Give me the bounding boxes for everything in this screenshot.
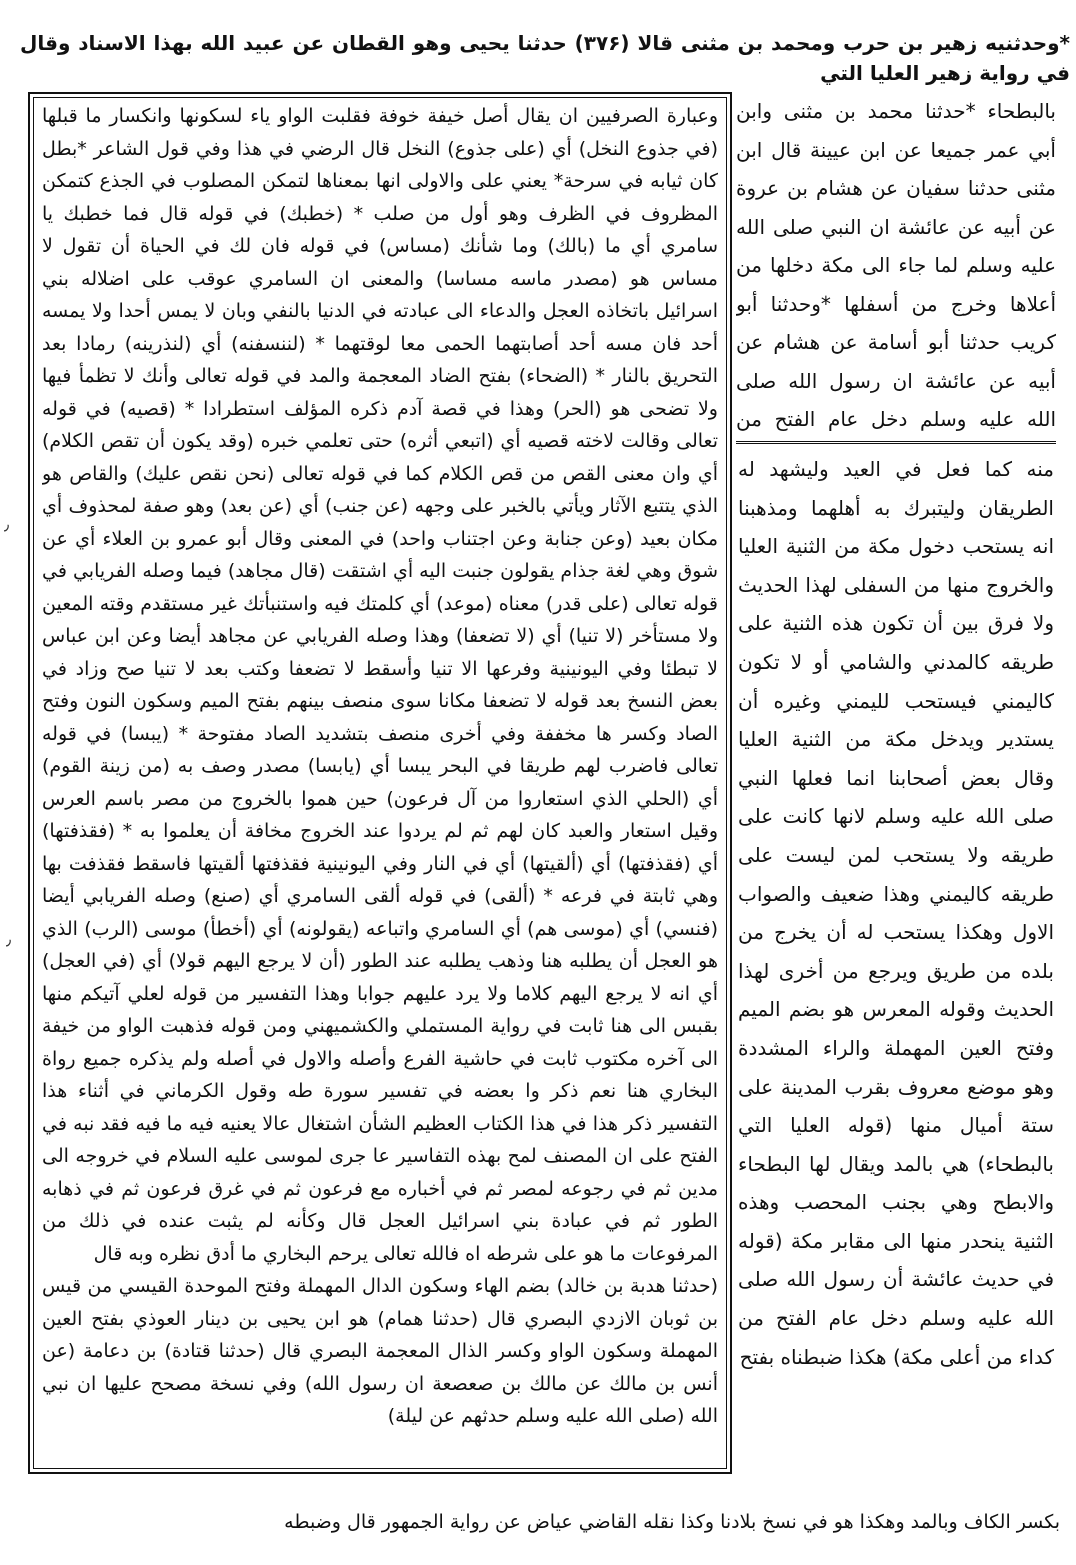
header-line-a: *وحدثنيه زهير بن حرب ومحمد بن مثنى قالا (637, 31, 1071, 55)
commentary-paragraph: (حدثنا هدبة بن خالد) بضم الهاء وسكون الدال المهملة وفتح الموحدة القيسي من قيس بن ثوبان الازدي البصري قال (حدثنا همام) هو ابن يحيى بن دينار العوذي بفتح العين المهملة وسكون الواو وكسر الذال المعجمة البصري قال (حدثنا قتادة) بن دعامة (عن أنس بن مالك عن مالك بن صعصعة ان رسول الله) وفي نسخة مصحح عليها ان نبي الله (صلى الله عليه وسلم حدثهم عن ليلة) (42, 1275, 718, 1427)
margin-mark: ٫ (6, 930, 12, 949)
margin-mark: ٫ (4, 515, 10, 534)
page-header (20, 28, 1070, 92)
page-number: (۳۷۶) (574, 31, 630, 55)
commentary-text (42, 100, 718, 1470)
hadith-text-column: بالبطحاء *حدثنا محمد بن مثنى وابن أبي عمر جميعا عن ابن عيينة قال ابن مثنى حدثنا سفيان عن هشام بن عروة عن أبيه عن عائشة ان النبي صلى الله عليه وسلم لما جاء الى مكة دخلها من أعلاها وخرج من أسفلها *وحدثنا أبو كريب حدثنا أبو أسامة عن هشام عن أبيه عن عائشة ان رسول الله صلى الله عليه وسلم دخل عام الفتح من (736, 99, 1056, 431)
header-line-b: حدثنا يحيى وهو القطان عن عبيد الله بهذا الاسناد وقال في رواية زهير العليا التي (20, 31, 1070, 85)
nawawi-commentary-column: منه كما فعل في العيد وليشهد له الطريقان وليتبرك به أهلهما ومذهبنا انه يستحب دخول مكة من الثنية العليا والخروج منها من السفلى لهذا الحديث ولا فرق بين أن تكون هذه الثنية على طريقه كالمدني والشامي أو لا تكون كاليمني فيستحب لليمني وغيره أن يستدير ويدخل مكة من الثنية العليا وقال بعض أصحابنا انما فعلها النبي صلى الله عليه وسلم لانها كانت على طريقه ولا يستحب لمن ليست على طريقه كاليمني وهذا ضعيف والصواب الاول وهكذا يستحب له أن يخرج من بلده من طريق ويرجع من أخرى لهذا الحديث وقوله المعرس هو بضم الميم وفتح العين المهملة والراء المشددة وهو موضع معروف بقرب المدينة على ستة أميال منها (قوله العليا التي بالبطحاء) هي بالمد ويقال لها البطحاء والابطح وهي بجنب المحصب وهذه الثنية ينحدر منها الى مقابر مكة (قوله في حديث عائشة أن رسول الله صلى الله عليه وسلم دخل عام الفتح من كداء من أعلى مكة) هكذا ضبطناه بفتح (738, 457, 1054, 1369)
column-divider (736, 441, 1056, 444)
page-footer: بكسر الكاف وبالمد وهكذا هو في نسخ بلادنا وكذا نقله القاضي عياض عن رواية الجمهور قال وضبطه (284, 1511, 1060, 1533)
commentary-paragraph: وعبارة الصرفيين ان يقال أصل خيفة خوفة فقلبت الواو ياء لسكونها وانكسار ما قبلها (في جذوع النخل) أي (على جذوع) النخل قال الرضي في هذا وفي قول الشاعر *بطل كان ثيابه في سرحة* يعني على والاولى انها بمعناها لتمكن المصلوب في الجذع كتمكن المظروف في الظرف وهو أول من صلب * (خطبك) في قوله قال فما خطبك يا سامري أي ما (بالك) وما شأنك (مساس) في قوله فان لك في الحياة أن تقول لا مساس هو (مصدر ماسه مساسا) والمعنى ان السامري عوقب على اضلاله بني اسرائيل باتخاذه العجل والدعاء الى عبادته في الدنيا بالنفي وبان لا يمس أحدا ولا يمسه أحد فان مسه أحد أصابتهما الحمى معا لوقتهما * (لننسفنه) أي (لنذرينه) رمادا بعد التحريق بالنار * (الضحاء) بفتح الضاد المعجمة والمد في قوله تعالى وأنك لا تظمأ فيها ولا تضحى هو (الحر) وهذا في قصة آدم ذكره المؤلف استطرادا * (قصيه) في قوله تعالى وقالت لاخته قصيه أي (اتبعي أثره) حتى تعلمي خبره (وقد يكون أن تقص الكلام) أي وان معنى القص من قص الكلام كما في قوله تعالى (نحن نقص عليك) والقاص هو الذي يتتبع الآثار ويأتي بالخبر على وجهه (عن جنب) أي (عن بعد) وهو صفة لمحذوف أي مكان بعيد (وعن جنابة وعن اجتناب واحد) في المعنى وقال أبو عمرو بن العلاء أي عن شوق وهي لغة جذام يقولون جنبت اليه أي اشتقت (قال مجاهد) فيما وصله الفريابي في قوله تعالى (على قدر) معناه (موعد) أي كلمتك فيه واستنبأتك غير مستقدم وقته المعين ولا مستأخر (لا تنيا) أي (لا تضعفا) وهذا وصله الفريابي عن مجاهد أيضا وعن ابن عباس لا تبطئا وفي اليونينية وفرعها الا تنيا وأسقط لا تضعفا وكتب بعد لا تنيا صح وزاد في بعض النسخ بعد قوله لا تضعفا مكانا سوى منصف بينهم بفتح الميم وسكون النون وفتح الصاد وكسر ها مخففة وفي أخرى منصف بتشديد الصاد مفتوحة * (يبسا) في قوله تعالى فاضرب لهم طريقا في البحر يبسا أي (يابسا) مصدر وصف به (من زينة القوم) أي (الحلي الذي استعاروا من آل فرعون) حين هموا بالخروج من مصر باسم العرس وقيل استعار والعبد كان لهم ثم لم يردوا عند الخروج مخافة أن يعلموا به * (فقذفتها) أي (فقذفتها) أي (ألقيتها) أي في النار وفي اليونينية فقذفتها ألقيتها فاسقط فقذفت بها وهي ثابتة في فرعه * (ألقى) في قوله ألقى السامري أي (صنع) وصله الفريابي أيضا (فنسي) أي (موسى هم) أي السامري واتباعه (يقولونه) أي (أخطأ) موسى (الرب) الذي هو العجل أن يطلبه هنا وذهب يطلبه عند الطور (أن لا يرجع اليهم قولا) أي (في العجل) أي انه لا يرجع اليهم كلاما ولا يرد عليهم جوابا وهذا التفسير من قوله لعلي آتيكم منها بقبس الى هنا ثابت في رواية المستملي والكشميهني ومن قوله فذهبت الواو من خيفة الى آخره مكتوب ثابت في حاشية الفرع وأصله والاول في أصله ولم يذكره جميع رواة البخاري هنا نعم ذكر وا بعضه في تفسير سورة طه وقول الكرماني في أثناء هذا التفسير ذكر هذا في هذا الكتاب العظيم الشأن اشتغال عالا يعنيه فيه ما فيه فقد نبه في الفتح على ان المصنف لمح بهذه التفاسير عا جرى لموسى عليه السلام في خروجه الى مدين ثم في رجوعه لمصر ثم في أخباره مع فرعون ثم في غرق فرعون ثم في ذهابه الطور ثم في عبادة بني اسرائيل العجل قال وكأنه لم يثبت عنده في ذلك من المرفوعات ما هو على شرطه اه فالله تعالى يرحم البخاري ما أدق نظره وبه قال (42, 105, 718, 1265)
